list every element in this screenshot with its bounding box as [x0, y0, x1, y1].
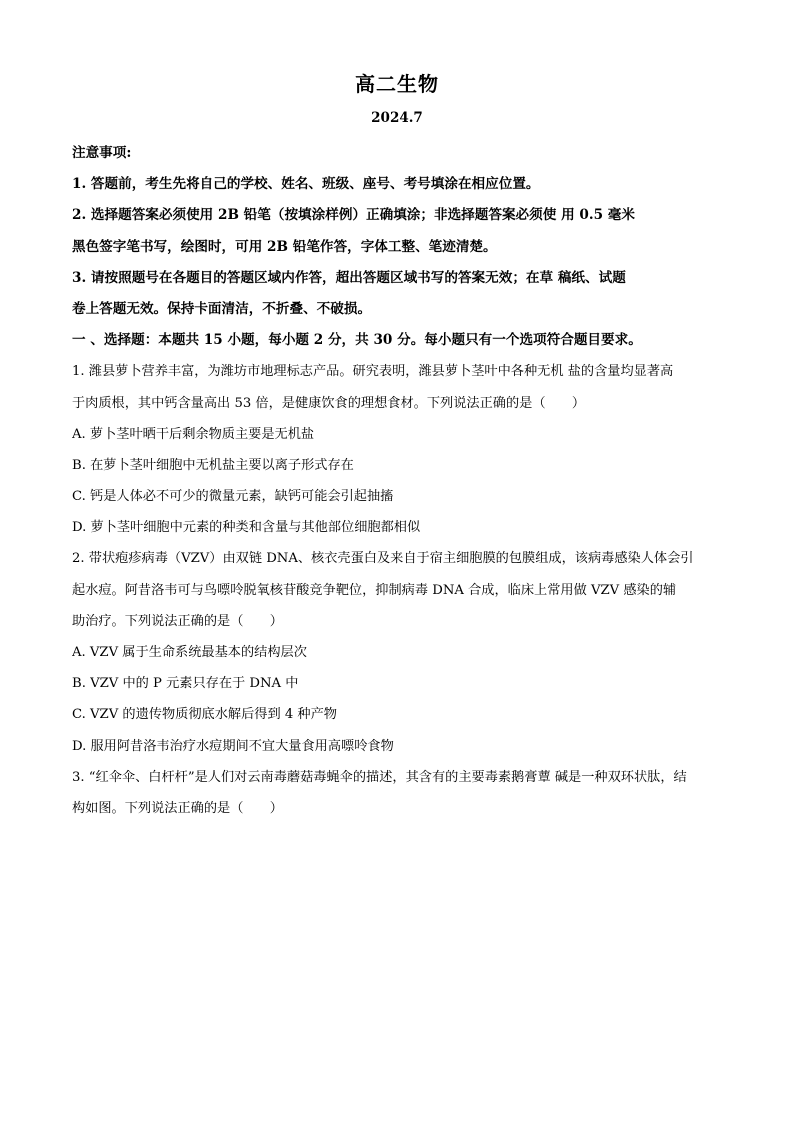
question-2-option-c: C. VZV 的遗传物质彻底水解后得到 4 种产物	[72, 707, 337, 723]
question-1-option-b: B. 在萝卜茎叶细胞中无机盐主要以离子形式存在	[72, 457, 354, 473]
notice-item-3-line-1: 3. 请按照题号在各题目的答题区域内作答，超出答题区域书写的答案无效；在草 稿纸、试题	[72, 269, 626, 286]
question-3-stem-line-2: 构如图。下列说法正确的是（ ）	[72, 800, 283, 816]
notice-item-1: 1. 答题前，考生先将自己的学校、姓名、班级、座号、考号填涂在相应位置。	[72, 176, 540, 193]
question-1-option-d: D. 萝卜茎叶细胞中元素的种类和含量与其他部位细胞都相似	[72, 520, 421, 536]
question-2-option-b: B. VZV 中的 P 元素只存在于 DNA 中	[72, 676, 299, 692]
question-2-stem-line-1: 2. 带状疱疹病毒（VZV）由双链 DNA、核衣壳蛋白及来自于宿主细胞膜的包膜组成，该病毒感染人体会引	[72, 551, 694, 567]
question-1-stem-line-2: 于肉质根，其中钙含量高出 53 倍，是健康饮食的理想食材。下列说法正确的是（ ）	[72, 395, 586, 411]
notice-heading: 注意事项:	[72, 145, 132, 161]
exam-content	[72, 138, 724, 824]
question-2-stem-line-3: 助治疗。下列说法正确的是（ ）	[72, 613, 283, 629]
notice-item-2-line-2: 黑色签字笔书写，绘图时，可用 2B 铅笔作答，字体工整、笔迹清楚。	[72, 238, 497, 255]
question-2-stem-line-2: 起水痘。阿昔洛韦可与鸟嘌呤脱氧核苷酸竞争靶位，抑制病毒 DNA 合成，临床上常用做 VZV 感染的辅	[72, 582, 677, 598]
page-title: 高二生物	[355, 72, 439, 96]
question-1-option-a: A. 萝卜茎叶晒干后剩余物质主要是无机盐	[72, 426, 315, 442]
question-2-option-d: D. 服用阿昔洛韦治疗水痘期间不宜大量食用高嘌呤食物	[72, 738, 394, 754]
question-1-stem-line-1: 1. 潍县萝卜营养丰富，为潍坊市地理标志产品。研究表明，潍县萝卜茎叶中各种无机 盐的含量均显著高	[72, 364, 674, 380]
question-2-option-a: A. VZV 属于生命系统最基本的结构层次	[72, 645, 307, 660]
question-3-stem-line-1: 3. “红伞伞、白杆杆”是人们对云南毒蘑菇毒蝇伞的描述，其含有的主要毒素鹅膏蕈 碱是一种双环状肽，结	[72, 769, 687, 785]
exam-date: 2024.7	[371, 110, 423, 126]
question-1-option-c: C. 钙是人体必不可少的微量元素，缺钙可能会引起抽搐	[72, 489, 394, 505]
notice-item-3-line-2: 卷上答题无效。保持卡面清洁，不折叠、不破损。	[72, 300, 372, 317]
section-1-heading: 一 、选择题：本题共 15 小题，每小题 2 分，共 30 分。每小题只有一个选项符合题目要求。	[72, 332, 642, 349]
notice-item-2-line-1: 2. 选择题答案必须使用 2B 铅笔（按填涂样例）正确填涂；非选择题答案必须使 用 0.5 毫米	[72, 207, 635, 224]
